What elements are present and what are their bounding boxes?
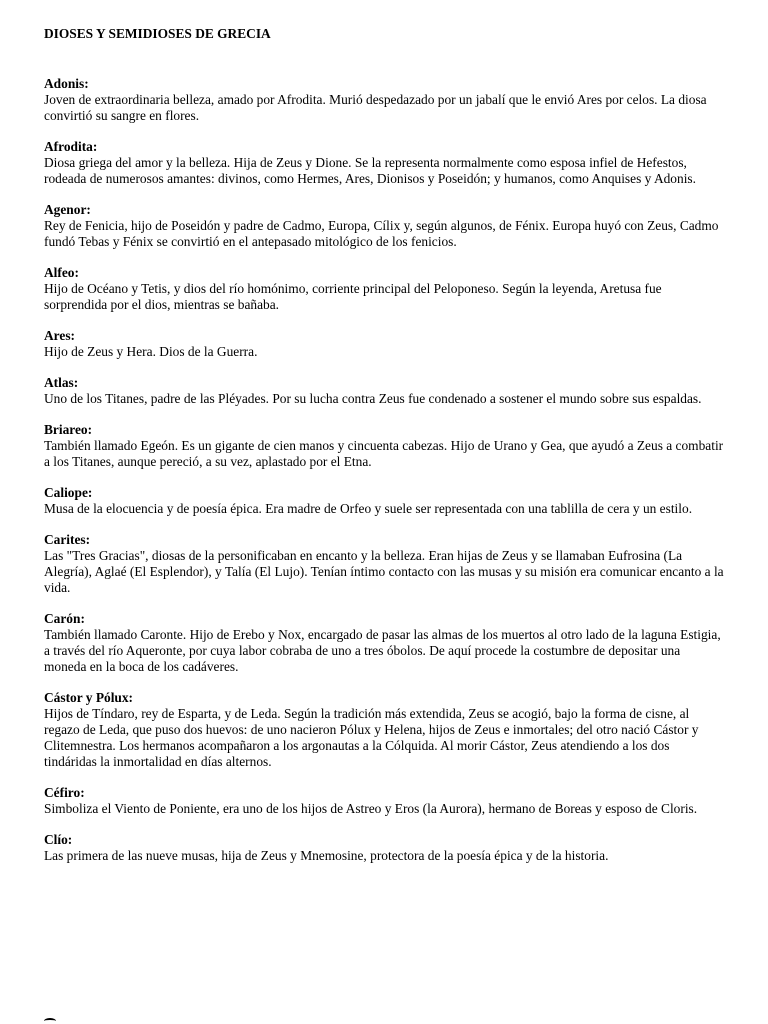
document-title: DIOSES Y SEMIDIOSES DE GRECIA (44, 26, 271, 41)
entry-name: Cástor y Pólux: (44, 690, 134, 705)
entry-briareo (44, 422, 724, 470)
entry-agenor (44, 202, 724, 250)
entry-text: Hijo de Océano y Tetis, y dios del río homónimo, corriente principal del Peloponeso. Según la leyenda, Aretusa fue sorprendida por el dios, mientras se bañaba. (44, 281, 662, 312)
entry-name: Clío: (44, 832, 73, 847)
entry-text: Simboliza el Viento de Poniente, era uno de los hijos de Astreo y Eros (la Aurora), hermano de Boreas y esposo de Cloris. (44, 801, 698, 816)
document-page (44, 26, 724, 879)
entry-text: Las primera de las nueve musas, hija de Zeus y Mnemosine, protectora de la poesía épica y de la historia. (44, 848, 609, 863)
entry-text: También llamado Egeón. Es un gigante de cien manos y cincuenta cabezas. Hijo de Urano y Gea, que ayudó a Zeus a combatir a los Titanes, aunque pereció, a su vez, aplastado por el Etna. (44, 438, 724, 469)
entry-clio (44, 832, 724, 864)
entry-name: Ares: (44, 328, 75, 343)
entry-text: Rey de Fenicia, hijo de Poseidón y padre de Cadmo, Europa, Cílix y, según algunos, de Fénix. Europa huyó con Zeus, Cadmo fundó Tebas y Fénix se convirtió en el antepasado mitológico de los fenicios. (44, 218, 719, 249)
entry-afrodita (44, 139, 724, 187)
entry-text: Las "Tres Gracias", diosas de la personificaban en encanto y la belleza. Eran hijas de Zeus y se llamaban Eufrosina (La Alegría), Aglaé (El Esplendor), y Talía (El Lujo). Tenían íntimo contacto con las musas y su misión era comunicar encanto a la vida. (44, 548, 724, 595)
entry-text: Uno de los Titanes, padre de las Pléyades. Por su lucha contra Zeus fue condenado a sostener el mundo sobre sus espaldas. (44, 391, 702, 406)
entry-text: Joven de extraordinaria belleza, amado por Afrodita. Murió despedazado por un jabalí que le envió Ares por celos. La diosa convirtió su sangre en flores. (44, 92, 707, 123)
entry-cefiro (44, 785, 724, 817)
entry-name: Agenor: (44, 202, 91, 217)
page-continuation-mark (44, 1018, 56, 1024)
entry-name: Adonis: (44, 76, 89, 91)
entry-adonis (44, 76, 724, 124)
entry-alfeo (44, 265, 724, 313)
entry-ares (44, 328, 724, 360)
entry-name: Carites: (44, 532, 91, 547)
entry-name: Briareo: (44, 422, 93, 437)
entry-name: Alfeo: (44, 265, 79, 280)
entry-text: Hijo de Zeus y Hera. Dios de la Guerra. (44, 344, 258, 359)
entry-name: Céfiro: (44, 785, 85, 800)
entry-name: Atlas: (44, 375, 79, 390)
entry-text: También llamado Caronte. Hijo de Erebo y Nox, encargado de pasar las almas de los muertos al otro lado de la laguna Estigia, a través del río Aqueronte, por cuya labor cobraba de uno a tres óbolos. De aquí procede la costumbre de depositar una moneda en la boca de los cadáveres. (44, 627, 721, 674)
entry-caron (44, 611, 724, 675)
entry-text: Musa de la elocuencia y de poesía épica. Era madre de Orfeo y suele ser representada con una tablilla de cera y un estilo. (44, 501, 693, 516)
entry-carites (44, 532, 724, 596)
entry-name: Carón: (44, 611, 85, 626)
entry-text: Hijos de Tíndaro, rey de Esparta, y de Leda. Según la tradición más extendida, Zeus se acogió, bajo la forma de cisne, al regazo de Leda, que puso dos huevos: de uno nacieron Pólux y Helena, hijos de Zeus e inmortales; del otro nació Cástor y Clitemnestra. Los hermanos acompañaron a los argonautas a la Cólquida. Al morir Cástor, Zeus atendiendo a los dos tindáridas la inmortalidad en días alternos. (44, 706, 699, 769)
entry-name: Caliope: (44, 485, 93, 500)
entry-text: Diosa griega del amor y la belleza. Hija de Zeus y Dione. Se la representa normalmente como esposa infiel de Hefestos, rodeada de numerosos amantes: divinos, como Hermes, Ares, Dionisos y Poseidón; y humanos, como Anquises y Adonis. (44, 155, 696, 186)
entry-castor-polux (44, 690, 724, 770)
entry-caliope (44, 485, 724, 517)
entry-atlas (44, 375, 724, 407)
entry-name: Afrodita: (44, 139, 98, 154)
